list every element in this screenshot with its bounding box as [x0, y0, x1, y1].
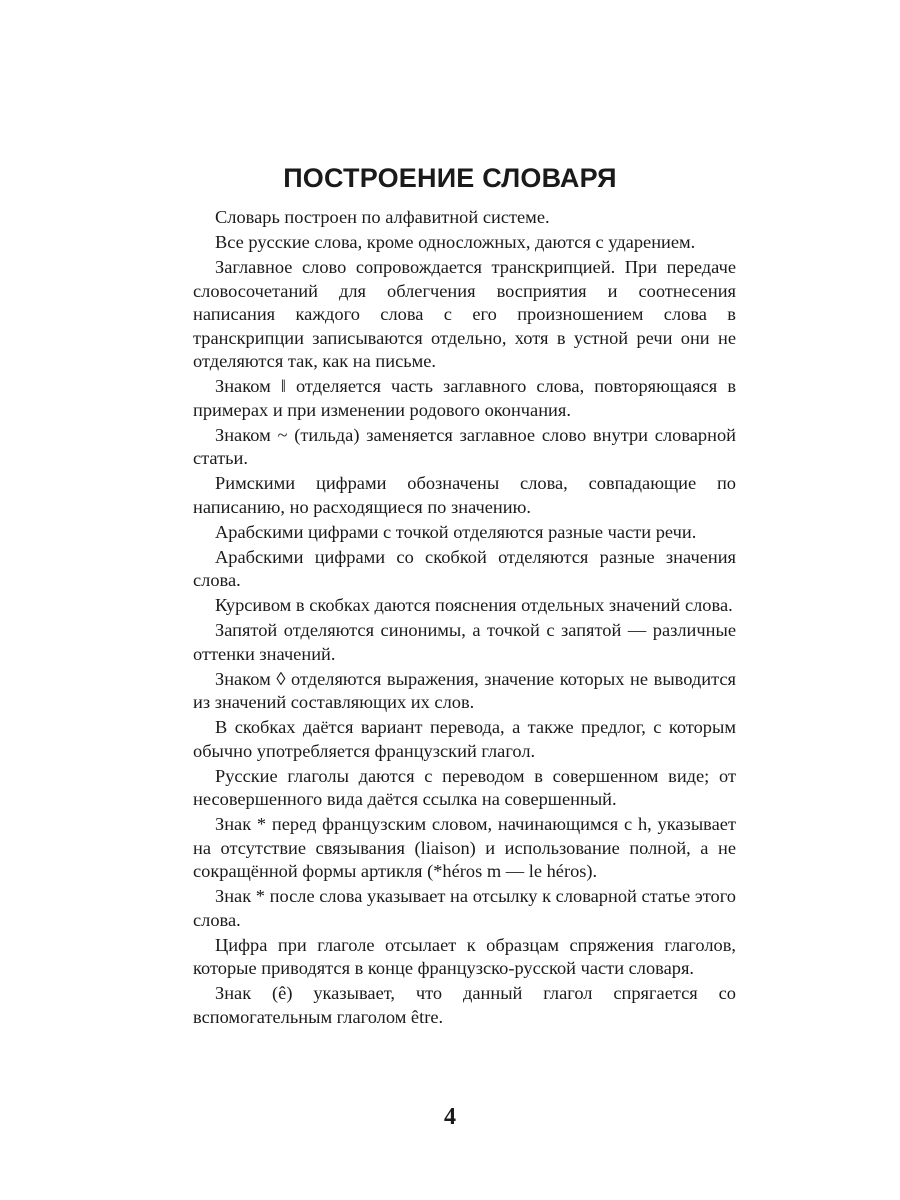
paragraph: Знаком ‖ отделяется часть заглавного слова, повторяющаяся в примерах и при изменении родового окончания.	[193, 376, 736, 420]
paragraph: Знак (ê) указывает, что данный глагол спрягается со вспомогательным глаголом être.	[193, 983, 736, 1027]
paragraph: Запятой отделяются синонимы, а точкой с запятой — различные оттенки значений.	[193, 620, 736, 664]
paragraph: Знаком ◊ отделяются выражения, значение которых не выводится из значений составляющих их слов.	[193, 668, 736, 712]
paragraph: Курсивом в скобках даются пояснения отдельных значений слова.	[215, 595, 733, 615]
paragraph: Знак * перед французским словом, начинающимся с h, указывает на отсутствие связывания (liaison) и использование полной, а не сокращённой формы артикля (*héros m — le héros).	[193, 814, 736, 881]
paragraph: Знак * после слова указывает на отсылку к словарной статье этого слова.	[193, 886, 736, 930]
paragraph: Цифра при глаголе отсылает к образцам спряжения глаголов, которые приводятся в конце французско-русской части словаря.	[193, 934, 736, 978]
paragraph: Знаком ~ (тильда) заменяется заглавное слово внутри словарной статьи.	[193, 424, 736, 468]
paragraph: Заглавное слово сопровождается транскрипцией. При передаче словосочетаний для облегчения восприятия и соотнесения написания каждого слова с его произношением слова в транскрипции записываются отдельно, хотя в устной речи они не отделяются так, как на письме.	[193, 257, 736, 371]
page-number: 4	[444, 1104, 456, 1130]
page-title: ПОСТРОЕНИЕ СЛОВАРЯ	[283, 163, 617, 193]
paragraph: Арабскими цифрами со скобкой отделяются разные значения слова.	[193, 546, 736, 590]
body-text	[193, 206, 736, 1031]
paragraph: Римскими цифрами обозначены слова, совпадающие по написанию, но расходящиеся по значению.	[193, 473, 736, 517]
paragraph: В скобках даётся вариант перевода, а также предлог, с которым обычно употребляется французский глагол.	[193, 717, 736, 761]
paragraph: Арабскими цифрами с точкой отделяются разные части речи.	[215, 521, 697, 542]
paragraph: Все русские слова, кроме односложных, даются с ударением.	[215, 232, 696, 252]
paragraph: Словарь построен по алфавитной системе.	[215, 207, 550, 227]
paragraph: Русские глаголы даются с переводом в совершенном виде; от несовершенного вида даётся ссылка на совершенный.	[193, 765, 736, 809]
